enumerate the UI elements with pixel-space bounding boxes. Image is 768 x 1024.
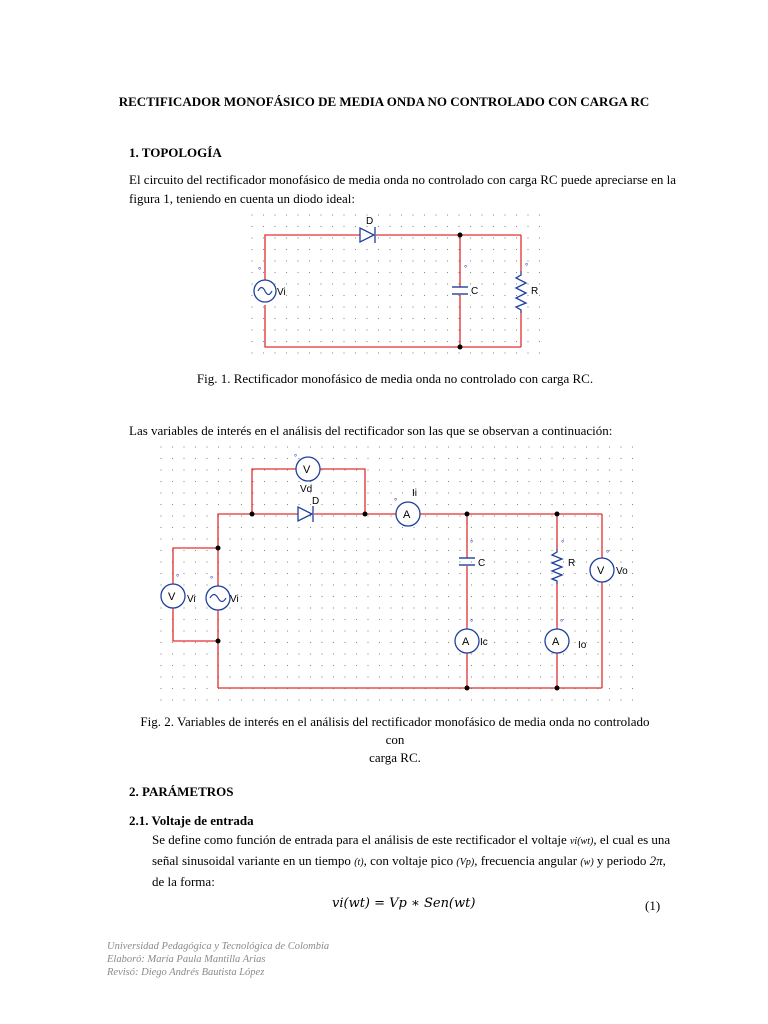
svg-text:V: V xyxy=(597,565,605,577)
capacitor-label: C xyxy=(478,558,486,569)
vo-label: Vo xyxy=(616,566,628,577)
paragraph-line: señal sinusoidal variante en un tiempo (t), con voltaje pico (Vp), frecuencia angular (w) y periodo 2π, xyxy=(152,853,666,868)
section-2-heading: 2. PARÁMETROS xyxy=(129,784,234,799)
svg-text:°: ° xyxy=(470,539,474,548)
vd-label: Vd xyxy=(300,484,313,495)
svg-text:°: ° xyxy=(561,539,565,548)
section-1-paragraph xyxy=(129,170,676,208)
svg-text:°: ° xyxy=(258,266,262,275)
figure-2-circuit xyxy=(158,444,640,704)
svg-text:°: ° xyxy=(464,264,468,273)
figure-2-caption xyxy=(130,713,660,767)
paragraph-line: figura 1, teniendo en cuenta un diodo ideal: xyxy=(129,191,355,206)
svg-text:°: ° xyxy=(210,575,214,584)
junction-node xyxy=(458,345,463,350)
svg-text:°: ° xyxy=(394,497,398,506)
diode-label: D xyxy=(366,216,374,227)
vi-meter-label: Vi xyxy=(187,594,196,605)
vi-source-label: Vi xyxy=(230,594,239,605)
svg-text:°: ° xyxy=(294,453,298,462)
svg-text:°: ° xyxy=(606,549,610,558)
equation-1: vi(wt) = Vp ∗ Sen(wt) xyxy=(332,896,476,911)
figure-2-intro: Las variables de interés en el análisis del rectificador son las que se observan a continuación: xyxy=(129,423,613,438)
svg-text:°: ° xyxy=(176,573,180,582)
caption-line: Fig. 2. Variables de interés en el análisis del rectificador monofásico de media onda no controlado con xyxy=(140,714,650,747)
figure-1-caption: Fig. 1. Rectificador monofásico de media onda no controlado con carga RC. xyxy=(196,371,594,386)
equation-number: (1) xyxy=(645,898,661,913)
source-label: Vi xyxy=(277,287,286,298)
caption-line: carga RC. xyxy=(369,750,421,765)
svg-text:V: V xyxy=(303,464,311,476)
svg-text:°: ° xyxy=(560,618,564,627)
section-1-heading: 1. TOPOLOGÍA xyxy=(129,145,222,160)
ic-label: Ic xyxy=(480,637,488,648)
diode-label: D xyxy=(312,496,320,507)
paragraph-line: Se define como función de entrada para el análisis de este rectificador el voltaje vi(wt), el cual es una xyxy=(152,832,671,847)
grid-background xyxy=(158,444,640,704)
junction-node xyxy=(458,233,463,238)
resistor-label: R xyxy=(531,286,539,297)
svg-text:°: ° xyxy=(470,618,474,627)
footer-author: Elaboró: María Paula Mantilla Arias xyxy=(107,954,266,965)
svg-text:V: V xyxy=(168,591,176,603)
section-2-1-paragraph xyxy=(152,830,672,891)
subsection-2-1-heading: 2.1. Voltaje de entrada xyxy=(129,813,254,828)
footer-reviewer: Revisó: Diego Andrés Bautista López xyxy=(107,967,265,978)
figure-1-circuit xyxy=(250,213,550,361)
ii-label: Ii xyxy=(412,488,417,499)
svg-text:A: A xyxy=(462,636,470,648)
svg-text:A: A xyxy=(552,636,560,648)
paragraph-line: El circuito del rectificador monofásico de media onda no controlado con carga RC puede apreciarse en la xyxy=(129,172,676,187)
document-title: RECTIFICADOR MONOFÁSICO DE MEDIA ONDA NO CONTROLADO CON CARGA RC xyxy=(118,94,650,109)
io-label: Io xyxy=(578,640,587,651)
svg-text:°: ° xyxy=(525,262,529,271)
capacitor-label: C xyxy=(471,286,479,297)
resistor-label: R xyxy=(568,558,576,569)
svg-text:A: A xyxy=(403,509,411,521)
paragraph-line: de la forma: xyxy=(152,874,215,889)
footer-university: Universidad Pedagógica y Tecnológica de Colombia xyxy=(107,941,330,952)
